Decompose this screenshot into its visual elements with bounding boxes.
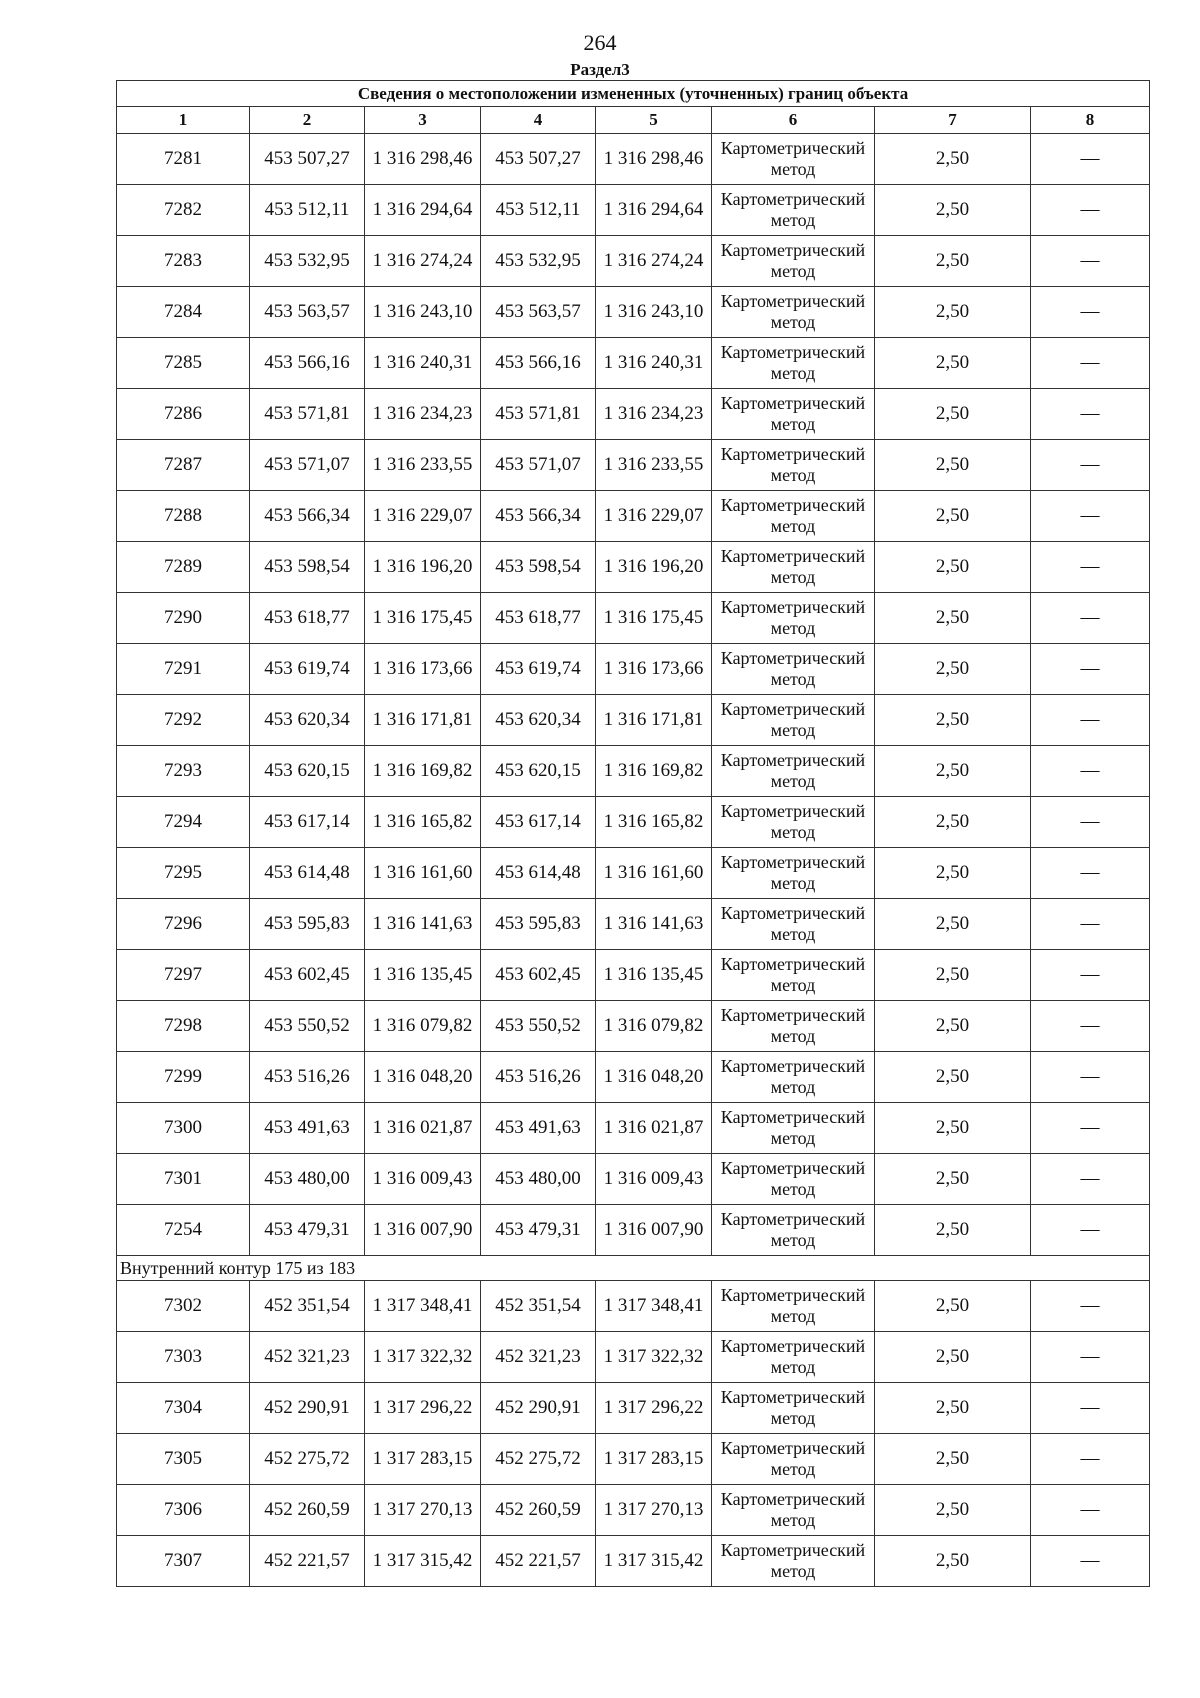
cell-col-5: 1 316 298,46 bbox=[596, 134, 712, 185]
cell-col-6: Картометрический метод bbox=[712, 695, 875, 746]
table-row bbox=[117, 1434, 1150, 1485]
cell-col-3: 1 316 161,60 bbox=[365, 848, 481, 899]
cell-col-6: Картометрический метод bbox=[712, 1001, 875, 1052]
cell-col-7: 2,50 bbox=[875, 1383, 1031, 1434]
cell-col-8: — bbox=[1031, 695, 1150, 746]
cell-col-8: — bbox=[1031, 1281, 1150, 1332]
cell-col-3: 1 316 240,31 bbox=[365, 338, 481, 389]
table-row bbox=[117, 338, 1150, 389]
cell-col-7: 2,50 bbox=[875, 695, 1031, 746]
cell-col-3: 1 317 296,22 bbox=[365, 1383, 481, 1434]
cell-col-2: 453 620,15 bbox=[250, 746, 365, 797]
cell-col-1: 7303 bbox=[117, 1332, 250, 1383]
cell-col-6: Картометрический метод bbox=[712, 134, 875, 185]
cell-col-1: 7291 bbox=[117, 644, 250, 695]
cell-col-7: 2,50 bbox=[875, 1434, 1031, 1485]
cell-col-7: 2,50 bbox=[875, 593, 1031, 644]
cell-col-5: 1 316 009,43 bbox=[596, 1154, 712, 1205]
table-row bbox=[117, 746, 1150, 797]
cell-col-5: 1 316 141,63 bbox=[596, 899, 712, 950]
cell-col-6: Картометрический метод bbox=[712, 185, 875, 236]
cell-col-8: — bbox=[1031, 185, 1150, 236]
table-row bbox=[117, 644, 1150, 695]
cell-col-4: 452 260,59 bbox=[481, 1485, 596, 1536]
cell-col-5: 1 316 048,20 bbox=[596, 1052, 712, 1103]
cell-col-6: Картометрический метод bbox=[712, 848, 875, 899]
cell-col-6: Картометрический метод bbox=[712, 950, 875, 1001]
cell-col-1: 7286 bbox=[117, 389, 250, 440]
cell-col-4: 453 566,34 bbox=[481, 491, 596, 542]
table-title: Сведения о местоположении измененных (уточненных) границ объекта bbox=[117, 81, 1150, 107]
cell-col-4: 452 221,57 bbox=[481, 1536, 596, 1587]
cell-col-6: Картометрический метод bbox=[712, 1103, 875, 1154]
cell-col-5: 1 316 274,24 bbox=[596, 236, 712, 287]
cell-col-7: 2,50 bbox=[875, 1536, 1031, 1587]
cell-col-2: 453 571,07 bbox=[250, 440, 365, 491]
cell-col-7: 2,50 bbox=[875, 848, 1031, 899]
contour-label-row bbox=[117, 1256, 1150, 1281]
cell-col-2: 453 620,34 bbox=[250, 695, 365, 746]
cell-col-8: — bbox=[1031, 848, 1150, 899]
cell-col-8: — bbox=[1031, 440, 1150, 491]
cell-col-7: 2,50 bbox=[875, 236, 1031, 287]
cell-col-3: 1 316 234,23 bbox=[365, 389, 481, 440]
cell-col-6: Картометрический метод bbox=[712, 1205, 875, 1256]
column-header-2: 2 bbox=[250, 107, 365, 134]
cell-col-3: 1 317 348,41 bbox=[365, 1281, 481, 1332]
cell-col-7: 2,50 bbox=[875, 1154, 1031, 1205]
cell-col-2: 453 571,81 bbox=[250, 389, 365, 440]
cell-col-2: 453 598,54 bbox=[250, 542, 365, 593]
cell-col-8: — bbox=[1031, 1332, 1150, 1383]
cell-col-2: 453 532,95 bbox=[250, 236, 365, 287]
cell-col-7: 2,50 bbox=[875, 338, 1031, 389]
cell-col-7: 2,50 bbox=[875, 491, 1031, 542]
table-row bbox=[117, 389, 1150, 440]
cell-col-7: 2,50 bbox=[875, 746, 1031, 797]
cell-col-1: 7301 bbox=[117, 1154, 250, 1205]
cell-col-8: — bbox=[1031, 1052, 1150, 1103]
cell-col-2: 453 563,57 bbox=[250, 287, 365, 338]
cell-col-6: Картометрический метод bbox=[712, 746, 875, 797]
cell-col-8: — bbox=[1031, 338, 1150, 389]
cell-col-4: 453 619,74 bbox=[481, 644, 596, 695]
cell-col-6: Картометрический метод bbox=[712, 1154, 875, 1205]
contour-label: Внутренний контур 175 из 183 bbox=[117, 1256, 1150, 1281]
cell-col-2: 453 550,52 bbox=[250, 1001, 365, 1052]
cell-col-5: 1 316 171,81 bbox=[596, 695, 712, 746]
cell-col-5: 1 316 021,87 bbox=[596, 1103, 712, 1154]
cell-col-6: Картометрический метод bbox=[712, 899, 875, 950]
cell-col-3: 1 316 169,82 bbox=[365, 746, 481, 797]
cell-col-4: 453 491,63 bbox=[481, 1103, 596, 1154]
table-row bbox=[117, 542, 1150, 593]
cell-col-5: 1 316 165,82 bbox=[596, 797, 712, 848]
cell-col-8: — bbox=[1031, 1001, 1150, 1052]
page-number: 264 bbox=[583, 30, 617, 55]
table-row bbox=[117, 1205, 1150, 1256]
cell-col-6: Картометрический метод bbox=[712, 797, 875, 848]
cell-col-8: — bbox=[1031, 1434, 1150, 1485]
column-header-4: 4 bbox=[481, 107, 596, 134]
cell-col-1: 7305 bbox=[117, 1434, 250, 1485]
table-row bbox=[117, 1536, 1150, 1587]
cell-col-6: Картометрический метод bbox=[712, 1052, 875, 1103]
cell-col-5: 1 316 169,82 bbox=[596, 746, 712, 797]
cell-col-3: 1 316 009,43 bbox=[365, 1154, 481, 1205]
cell-col-6: Картометрический метод bbox=[712, 389, 875, 440]
cell-col-7: 2,50 bbox=[875, 1001, 1031, 1052]
cell-col-7: 2,50 bbox=[875, 644, 1031, 695]
cell-col-3: 1 316 294,64 bbox=[365, 185, 481, 236]
cell-col-8: — bbox=[1031, 491, 1150, 542]
cell-col-7: 2,50 bbox=[875, 185, 1031, 236]
cell-col-5: 1 316 229,07 bbox=[596, 491, 712, 542]
cell-col-7: 2,50 bbox=[875, 1332, 1031, 1383]
cell-col-2: 453 566,16 bbox=[250, 338, 365, 389]
cell-col-4: 453 480,00 bbox=[481, 1154, 596, 1205]
cell-col-7: 2,50 bbox=[875, 899, 1031, 950]
cell-col-1: 7283 bbox=[117, 236, 250, 287]
cell-col-2: 452 260,59 bbox=[250, 1485, 365, 1536]
cell-col-5: 1 316 173,66 bbox=[596, 644, 712, 695]
cell-col-6: Картометрический метод bbox=[712, 491, 875, 542]
cell-col-4: 452 321,23 bbox=[481, 1332, 596, 1383]
cell-col-8: — bbox=[1031, 1103, 1150, 1154]
cell-col-8: — bbox=[1031, 389, 1150, 440]
cell-col-2: 452 351,54 bbox=[250, 1281, 365, 1332]
cell-col-7: 2,50 bbox=[875, 797, 1031, 848]
cell-col-8: — bbox=[1031, 542, 1150, 593]
cell-col-1: 7307 bbox=[117, 1536, 250, 1587]
cell-col-2: 453 614,48 bbox=[250, 848, 365, 899]
table-row bbox=[117, 950, 1150, 1001]
cell-col-5: 1 316 294,64 bbox=[596, 185, 712, 236]
cell-col-7: 2,50 bbox=[875, 1205, 1031, 1256]
table-caption-row bbox=[117, 81, 1150, 107]
table-row bbox=[117, 1383, 1150, 1434]
cell-col-2: 453 566,34 bbox=[250, 491, 365, 542]
cell-col-4: 453 620,34 bbox=[481, 695, 596, 746]
cell-col-3: 1 316 298,46 bbox=[365, 134, 481, 185]
cell-col-4: 453 563,57 bbox=[481, 287, 596, 338]
column-header-6: 6 bbox=[712, 107, 875, 134]
cell-col-1: 7290 bbox=[117, 593, 250, 644]
table-row bbox=[117, 593, 1150, 644]
table-row bbox=[117, 1281, 1150, 1332]
cell-col-4: 453 507,27 bbox=[481, 134, 596, 185]
cell-col-3: 1 316 274,24 bbox=[365, 236, 481, 287]
cell-col-5: 1 316 135,45 bbox=[596, 950, 712, 1001]
cell-col-4: 453 566,16 bbox=[481, 338, 596, 389]
table-row bbox=[117, 287, 1150, 338]
cell-col-8: — bbox=[1031, 236, 1150, 287]
cell-col-5: 1 316 196,20 bbox=[596, 542, 712, 593]
cell-col-4: 453 614,48 bbox=[481, 848, 596, 899]
cell-col-4: 453 571,81 bbox=[481, 389, 596, 440]
cell-col-3: 1 317 283,15 bbox=[365, 1434, 481, 1485]
cell-col-5: 1 316 234,23 bbox=[596, 389, 712, 440]
table-row bbox=[117, 848, 1150, 899]
table-row bbox=[117, 440, 1150, 491]
cell-col-1: 7304 bbox=[117, 1383, 250, 1434]
cell-col-3: 1 316 233,55 bbox=[365, 440, 481, 491]
cell-col-1: 7281 bbox=[117, 134, 250, 185]
cell-col-8: — bbox=[1031, 1205, 1150, 1256]
cell-col-8: — bbox=[1031, 134, 1150, 185]
cell-col-6: Картометрический метод bbox=[712, 644, 875, 695]
cell-col-4: 453 595,83 bbox=[481, 899, 596, 950]
cell-col-7: 2,50 bbox=[875, 1485, 1031, 1536]
cell-col-1: 7295 bbox=[117, 848, 250, 899]
cell-col-4: 453 602,45 bbox=[481, 950, 596, 1001]
cell-col-7: 2,50 bbox=[875, 1281, 1031, 1332]
cell-col-5: 1 316 175,45 bbox=[596, 593, 712, 644]
cell-col-3: 1 316 079,82 bbox=[365, 1001, 481, 1052]
column-header-8: 8 bbox=[1031, 107, 1150, 134]
cell-col-6: Картометрический метод bbox=[712, 542, 875, 593]
table-row bbox=[117, 236, 1150, 287]
cell-col-8: — bbox=[1031, 1536, 1150, 1587]
cell-col-2: 452 290,91 bbox=[250, 1383, 365, 1434]
cell-col-2: 453 516,26 bbox=[250, 1052, 365, 1103]
cell-col-2: 453 480,00 bbox=[250, 1154, 365, 1205]
cell-col-8: — bbox=[1031, 746, 1150, 797]
cell-col-8: — bbox=[1031, 287, 1150, 338]
cell-col-1: 7300 bbox=[117, 1103, 250, 1154]
cell-col-5: 1 316 233,55 bbox=[596, 440, 712, 491]
cell-col-4: 453 571,07 bbox=[481, 440, 596, 491]
cell-col-8: — bbox=[1031, 1485, 1150, 1536]
table-row bbox=[117, 491, 1150, 542]
cell-col-2: 453 618,77 bbox=[250, 593, 365, 644]
cell-col-2: 453 491,63 bbox=[250, 1103, 365, 1154]
cell-col-5: 1 317 322,32 bbox=[596, 1332, 712, 1383]
cell-col-5: 1 317 283,15 bbox=[596, 1434, 712, 1485]
cell-col-7: 2,50 bbox=[875, 542, 1031, 593]
cell-col-1: 7294 bbox=[117, 797, 250, 848]
cell-col-4: 452 351,54 bbox=[481, 1281, 596, 1332]
cell-col-1: 7293 bbox=[117, 746, 250, 797]
cell-col-6: Картометрический метод bbox=[712, 440, 875, 491]
cell-col-4: 453 617,14 bbox=[481, 797, 596, 848]
cell-col-6: Картометрический метод bbox=[712, 236, 875, 287]
cell-col-1: 7306 bbox=[117, 1485, 250, 1536]
cell-col-2: 453 595,83 bbox=[250, 899, 365, 950]
cell-col-2: 453 617,14 bbox=[250, 797, 365, 848]
cell-col-3: 1 317 270,13 bbox=[365, 1485, 481, 1536]
cell-col-5: 1 316 007,90 bbox=[596, 1205, 712, 1256]
coordinates-table bbox=[116, 80, 1150, 1587]
cell-col-6: Картометрический метод bbox=[712, 338, 875, 389]
cell-col-1: 7299 bbox=[117, 1052, 250, 1103]
cell-col-1: 7298 bbox=[117, 1001, 250, 1052]
cell-col-8: — bbox=[1031, 899, 1150, 950]
cell-col-8: — bbox=[1031, 593, 1150, 644]
cell-col-1: 7289 bbox=[117, 542, 250, 593]
section-title: Раздел3 bbox=[570, 60, 630, 79]
column-header-1: 1 bbox=[117, 107, 250, 134]
cell-col-7: 2,50 bbox=[875, 440, 1031, 491]
cell-col-7: 2,50 bbox=[875, 950, 1031, 1001]
cell-col-7: 2,50 bbox=[875, 389, 1031, 440]
table-row bbox=[117, 134, 1150, 185]
table-row bbox=[117, 1154, 1150, 1205]
cell-col-2: 453 479,31 bbox=[250, 1205, 365, 1256]
table-row bbox=[117, 1001, 1150, 1052]
column-header-row bbox=[117, 107, 1150, 134]
cell-col-8: — bbox=[1031, 1383, 1150, 1434]
cell-col-5: 1 317 296,22 bbox=[596, 1383, 712, 1434]
cell-col-8: — bbox=[1031, 644, 1150, 695]
cell-col-6: Картометрический метод bbox=[712, 287, 875, 338]
cell-col-6: Картометрический метод bbox=[712, 1536, 875, 1587]
cell-col-8: — bbox=[1031, 1154, 1150, 1205]
table-row bbox=[117, 695, 1150, 746]
cell-col-1: 7292 bbox=[117, 695, 250, 746]
cell-col-4: 453 618,77 bbox=[481, 593, 596, 644]
cell-col-7: 2,50 bbox=[875, 1103, 1031, 1154]
cell-col-3: 1 317 322,32 bbox=[365, 1332, 481, 1383]
cell-col-4: 453 516,26 bbox=[481, 1052, 596, 1103]
cell-col-4: 453 620,15 bbox=[481, 746, 596, 797]
table-row bbox=[117, 1052, 1150, 1103]
cell-col-3: 1 316 171,81 bbox=[365, 695, 481, 746]
table-row bbox=[117, 899, 1150, 950]
cell-col-1: 7285 bbox=[117, 338, 250, 389]
cell-col-7: 2,50 bbox=[875, 287, 1031, 338]
cell-col-4: 453 598,54 bbox=[481, 542, 596, 593]
cell-col-2: 453 619,74 bbox=[250, 644, 365, 695]
table-row bbox=[117, 185, 1150, 236]
cell-col-6: Картометрический метод bbox=[712, 593, 875, 644]
cell-col-5: 1 316 240,31 bbox=[596, 338, 712, 389]
cell-col-5: 1 316 243,10 bbox=[596, 287, 712, 338]
cell-col-1: 7282 bbox=[117, 185, 250, 236]
cell-col-3: 1 316 007,90 bbox=[365, 1205, 481, 1256]
cell-col-6: Картометрический метод bbox=[712, 1485, 875, 1536]
cell-col-3: 1 316 021,87 bbox=[365, 1103, 481, 1154]
cell-col-5: 1 317 315,42 bbox=[596, 1536, 712, 1587]
cell-col-6: Картометрический метод bbox=[712, 1383, 875, 1434]
cell-col-1: 7254 bbox=[117, 1205, 250, 1256]
cell-col-4: 453 512,11 bbox=[481, 185, 596, 236]
table-row bbox=[117, 797, 1150, 848]
cell-col-2: 453 512,11 bbox=[250, 185, 365, 236]
cell-col-1: 7288 bbox=[117, 491, 250, 542]
cell-col-3: 1 316 243,10 bbox=[365, 287, 481, 338]
cell-col-3: 1 316 173,66 bbox=[365, 644, 481, 695]
cell-col-4: 452 275,72 bbox=[481, 1434, 596, 1485]
cell-col-6: Картометрический метод bbox=[712, 1332, 875, 1383]
cell-col-1: 7284 bbox=[117, 287, 250, 338]
column-header-5: 5 bbox=[596, 107, 712, 134]
cell-col-1: 7302 bbox=[117, 1281, 250, 1332]
table-body bbox=[117, 134, 1150, 1587]
column-header-7: 7 bbox=[875, 107, 1031, 134]
cell-col-5: 1 317 270,13 bbox=[596, 1485, 712, 1536]
cell-col-4: 453 550,52 bbox=[481, 1001, 596, 1052]
cell-col-2: 453 602,45 bbox=[250, 950, 365, 1001]
cell-col-6: Картометрический метод bbox=[712, 1281, 875, 1332]
cell-col-2: 452 321,23 bbox=[250, 1332, 365, 1383]
cell-col-4: 453 479,31 bbox=[481, 1205, 596, 1256]
cell-col-2: 453 507,27 bbox=[250, 134, 365, 185]
cell-col-3: 1 317 315,42 bbox=[365, 1536, 481, 1587]
column-header-3: 3 bbox=[365, 107, 481, 134]
table-row bbox=[117, 1332, 1150, 1383]
cell-col-8: — bbox=[1031, 797, 1150, 848]
cell-col-2: 452 221,57 bbox=[250, 1536, 365, 1587]
cell-col-7: 2,50 bbox=[875, 1052, 1031, 1103]
cell-col-4: 452 290,91 bbox=[481, 1383, 596, 1434]
cell-col-3: 1 316 175,45 bbox=[365, 593, 481, 644]
cell-col-3: 1 316 135,45 bbox=[365, 950, 481, 1001]
cell-col-3: 1 316 165,82 bbox=[365, 797, 481, 848]
cell-col-1: 7287 bbox=[117, 440, 250, 491]
table-row bbox=[117, 1103, 1150, 1154]
cell-col-1: 7297 bbox=[117, 950, 250, 1001]
cell-col-5: 1 316 161,60 bbox=[596, 848, 712, 899]
cell-col-4: 453 532,95 bbox=[481, 236, 596, 287]
cell-col-2: 452 275,72 bbox=[250, 1434, 365, 1485]
table-row bbox=[117, 1485, 1150, 1536]
cell-col-5: 1 317 348,41 bbox=[596, 1281, 712, 1332]
cell-col-5: 1 316 079,82 bbox=[596, 1001, 712, 1052]
cell-col-3: 1 316 196,20 bbox=[365, 542, 481, 593]
cell-col-1: 7296 bbox=[117, 899, 250, 950]
cell-col-3: 1 316 048,20 bbox=[365, 1052, 481, 1103]
cell-col-7: 2,50 bbox=[875, 134, 1031, 185]
cell-col-3: 1 316 141,63 bbox=[365, 899, 481, 950]
cell-col-3: 1 316 229,07 bbox=[365, 491, 481, 542]
cell-col-6: Картометрический метод bbox=[712, 1434, 875, 1485]
cell-col-8: — bbox=[1031, 950, 1150, 1001]
